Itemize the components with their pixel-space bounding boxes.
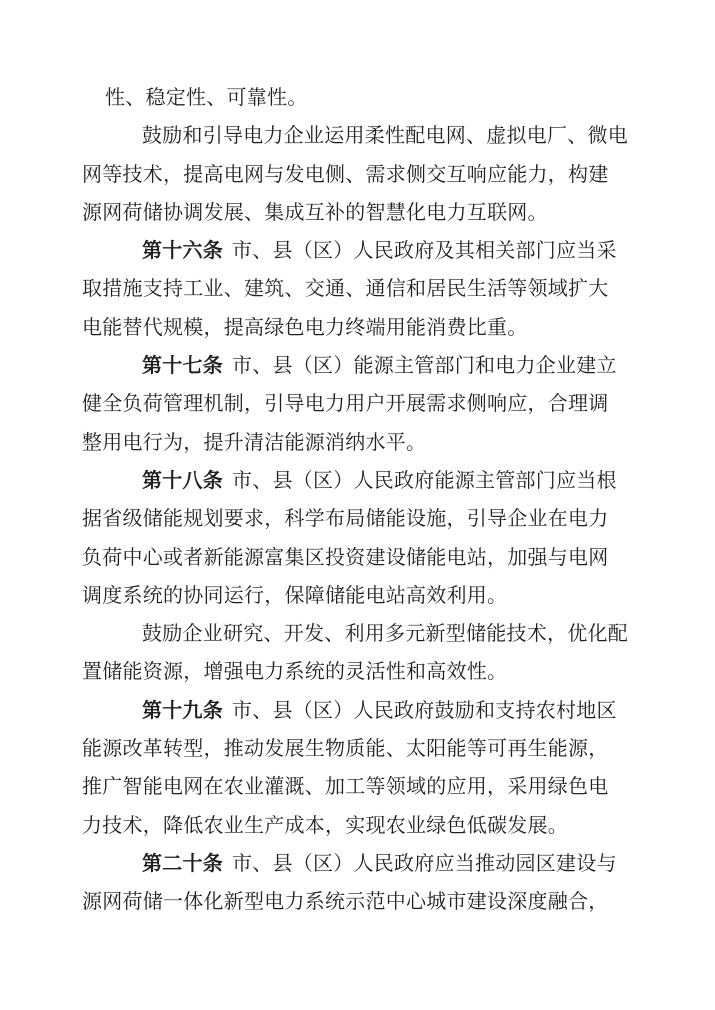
article-text: 市、县（区）人民政府及其相关部门应当采 — [232, 240, 617, 263]
article-number: 第十七条 — [142, 355, 223, 378]
text-line: 调度系统的协同运行，保障储能电站高效利用。 — [82, 584, 508, 607]
article-text: 市、县（区）人民政府能源主管部门应当根 — [232, 469, 617, 492]
text-line: 能源改革转型，推动发展生物质能、太阳能等可再生能源， — [82, 738, 609, 761]
article-number: 第十八条 — [142, 469, 223, 492]
text-line: 取措施支持工业、建筑、交通、通信和居民生活等领域扩大 — [82, 278, 609, 301]
text-line: 据省级储能规划要求，科学布局储能设施，引导企业在电力 — [82, 508, 609, 531]
text-line: 健全负荷管理机制，引导电力用户开展需求侧响应，合理调 — [82, 393, 609, 416]
text-line: 电能替代规模，提高绿色电力终端用能消费比重。 — [82, 316, 528, 339]
text-line — [82, 347, 622, 385]
text-line — [82, 462, 622, 500]
article-number: 第十九条 — [142, 699, 223, 722]
text-line: 置储能资源，增强电力系统的灵活性和高效性。 — [82, 661, 508, 684]
text-line: 性、稳定性、可靠性。 — [105, 87, 308, 109]
text-line: 力技术，降低农业生产成本，实现农业绿色低碳发展。 — [82, 814, 568, 837]
article-text: 市、县（区）能源主管部门和电力企业建立 — [232, 355, 617, 378]
article-number: 第二十条 — [142, 852, 223, 875]
text-line — [82, 845, 622, 883]
text-line — [82, 692, 622, 730]
article-text: 市、县（区）人民政府鼓励和支持农村地区 — [232, 699, 617, 722]
text-line — [82, 232, 622, 270]
text-line: 负荷中心或者新能源富集区投资建设储能电站，加强与电网 — [82, 546, 609, 569]
text-line: 推广智能电网在农业灌溉、加工等领域的应用，采用绿色电 — [82, 776, 609, 799]
text-line: 源网荷储一体化新型电力系统示范中心城市建设深度融合， — [82, 891, 609, 914]
text-line: 鼓励企业研究、开发、利用多元新型储能技术，优化配 — [142, 623, 628, 646]
text-block — [82, 79, 628, 922]
text-line: 整用电行为，提升清洁能源消纳水平。 — [82, 431, 427, 454]
article-text: 市、县（区）人民政府应当推动园区建设与 — [232, 852, 617, 875]
text-line: 鼓励和引导电力企业运用柔性配电网、虚拟电厂、微电 — [142, 125, 628, 148]
text-line: 源网荷储协调发展、集成互补的智慧化电力互联网。 — [82, 201, 548, 224]
article-number: 第十六条 — [142, 240, 223, 263]
text-line: 网等技术，提高电网与发电侧、需求侧交互响应能力，构建 — [82, 163, 609, 186]
